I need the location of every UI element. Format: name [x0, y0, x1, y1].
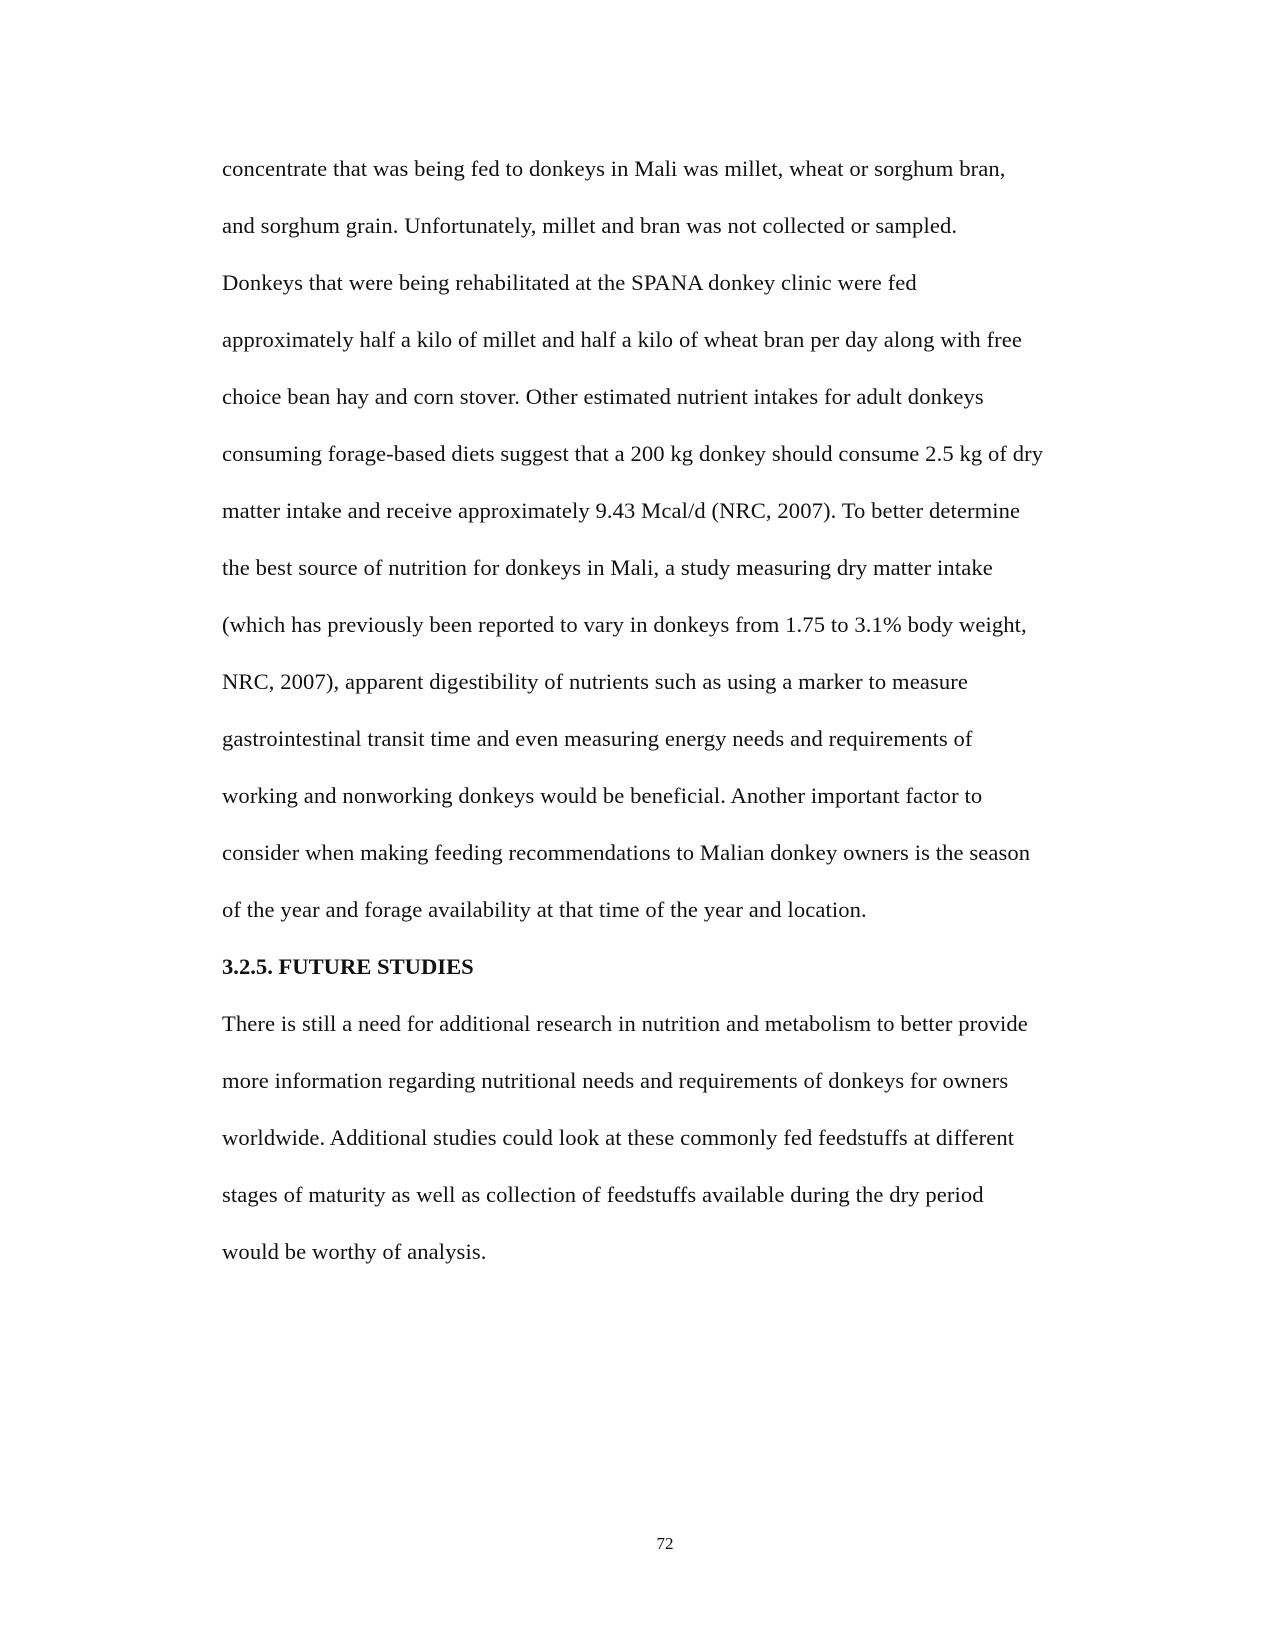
text-line: concentrate that was being fed to donkeys in Mali was millet, wheat or sorghum bran, — [222, 156, 1006, 181]
paragraph-nutrition-mali — [222, 140, 1122, 938]
text-line: consider when making feeding recommendations to Malian donkey owners is the season — [222, 840, 1031, 865]
text-line: matter intake and receive approximately 9.43 Mcal/d (NRC, 2007). To better determine — [222, 498, 1021, 523]
section-heading: 3.2.5. FUTURE STUDIES — [222, 954, 474, 979]
text-line: the best source of nutrition for donkeys in Mali, a study measuring dry matter intake — [222, 555, 993, 580]
text-line: (which has previously been reported to vary in donkeys from 1.75 to 3.1% body weight, — [222, 612, 1027, 637]
text-line: consuming forage-based diets suggest that a 200 kg donkey should consume 2.5 kg of dry — [222, 441, 1044, 466]
text-line: gastrointestinal transit time and even measuring energy needs and requirements of — [222, 726, 973, 751]
text-line: choice bean hay and corn stover. Other estimated nutrient intakes for adult donkeys — [222, 384, 984, 409]
text-line: stages of maturity as well as collection of feedstuffs available during the dry period — [222, 1182, 984, 1207]
text-line: Donkeys that were being rehabilitated at the SPANA donkey clinic were fed — [222, 270, 917, 295]
text-line: worldwide. Additional studies could look at these commonly fed feedstuffs at different — [222, 1125, 1015, 1150]
text-line: more information regarding nutritional needs and requirements of donkeys for owners — [222, 1068, 1009, 1093]
text-line: working and nonworking donkeys would be beneficial. Another important factor to — [222, 783, 983, 808]
text-line: NRC, 2007), apparent digestibility of nutrients such as using a marker to measure — [222, 669, 969, 694]
text-line: would be worthy of analysis. — [222, 1239, 487, 1264]
paragraph-future-studies — [222, 995, 1122, 1280]
text-line: approximately half a kilo of millet and half a kilo of wheat bran per day along with free — [222, 327, 1023, 352]
text-line: of the year and forage availability at that time of the year and location. — [222, 897, 867, 922]
page-number: 72 — [656, 1534, 674, 1553]
text-line: There is still a need for additional research in nutrition and metabolism to better provide — [222, 1011, 1028, 1036]
page-body — [222, 140, 1122, 1280]
text-line: and sorghum grain. Unfortunately, millet and bran was not collected or sampled. — [222, 213, 958, 238]
